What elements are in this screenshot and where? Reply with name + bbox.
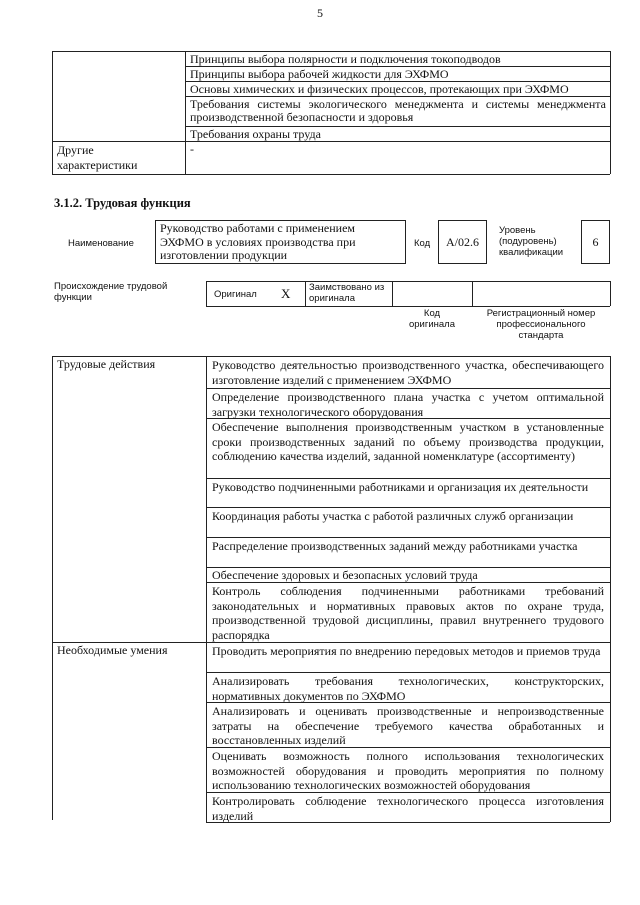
code-caption: Код оригинала (408, 308, 455, 330)
section-heading: 3.1.2. Трудовая функция (54, 196, 191, 210)
code-value: А/02.6 (446, 235, 479, 249)
required-skills-label: Необходимые умения (57, 643, 168, 657)
labor-action-item: Обеспечение выполнения производственным участком в установленные сроки производственных заданий по объему производства продукции, соблюдению качества изделий, заданной номенклатуре (ассортименту) (212, 420, 604, 463)
knowledge-item: Принципы выбора рабочей жидкости для ЭХФМО (190, 67, 449, 81)
knowledge-item: Требования системы экологического менеджмента и системы менеджмента производственной безопасности и здоровья (190, 97, 606, 124)
labor-action-item: Руководство деятельностью производственного участка, обеспечивающего изготовление изделий с применением ЭХФМО (212, 358, 604, 387)
other-characteristics-label: Другие характеристики (57, 143, 138, 172)
labor-action-item: Руководство подчиненными работниками и организация их деятельности (212, 480, 589, 494)
code-label: Код (414, 238, 431, 249)
registration-caption: Регистрационный номер профессионального стандарта (486, 308, 596, 341)
skill-item: Оценивать возможность полного использования технологических возможностей оборудования и проводить мероприятия по полному использованию технологических возможностей оборудования (212, 749, 604, 792)
labor-action-item: Контроль соблюдения подчиненными работниками требований законодательных и нормативных правовых актов по охране труда, производственной трудовой дисциплины, правил внутреннего трудового распорядка (212, 584, 604, 642)
other-characteristics-value: - (190, 142, 194, 156)
labor-action-item: Обеспечение здоровых и безопасных условий труда (212, 568, 478, 582)
skill-item: Анализировать требования технологических, конструкторских, нормативных документов по ЭХФМО (212, 674, 604, 703)
labor-action-item: Определение производственного плана участка с учетом оптимальной загрузки технологического оборудования (212, 390, 604, 419)
knowledge-item: Требования охраны труда (190, 127, 321, 141)
borrowed-label: Заимствовано из оригинала (309, 282, 385, 304)
labor-actions-label: Трудовые действия (57, 357, 156, 371)
labor-action-item: Распределение производственных заданий между работниками участка (212, 539, 578, 553)
level-box (581, 220, 610, 264)
level-label: Уровень (подуровень) квалификации (499, 225, 564, 258)
name-label: Наименование (68, 238, 134, 249)
knowledge-item: Основы химических и физических процессов, протекающих при ЭХФМО (190, 82, 569, 96)
original-mark: X (281, 286, 291, 301)
labor-action-item: Координация работы участка с работой различных служб организации (212, 509, 574, 523)
skill-item: Контролировать соблюдение технологического процесса изготовления изделий (212, 794, 604, 823)
code-box (438, 220, 487, 264)
origin-label: Происхождение трудовой функции (54, 281, 168, 303)
level-value: 6 (592, 235, 599, 249)
function-name-box (155, 220, 406, 264)
skill-item: Проводить мероприятия по внедрению передовых методов и приемов труда (212, 644, 601, 658)
page-number: 5 (317, 6, 323, 20)
original-label: Оригинал (214, 289, 257, 300)
knowledge-item: Принципы выбора полярности и подключения токоподводов (190, 52, 501, 66)
function-name: Руководство работами с применением ЭХФМО в условиях производства при изготовлении продукции (160, 221, 356, 262)
skill-item: Анализировать и оценивать производственные и непроизводственные затраты на обеспечение требуемого качества обработанных и восстановленных изделий (212, 704, 604, 747)
